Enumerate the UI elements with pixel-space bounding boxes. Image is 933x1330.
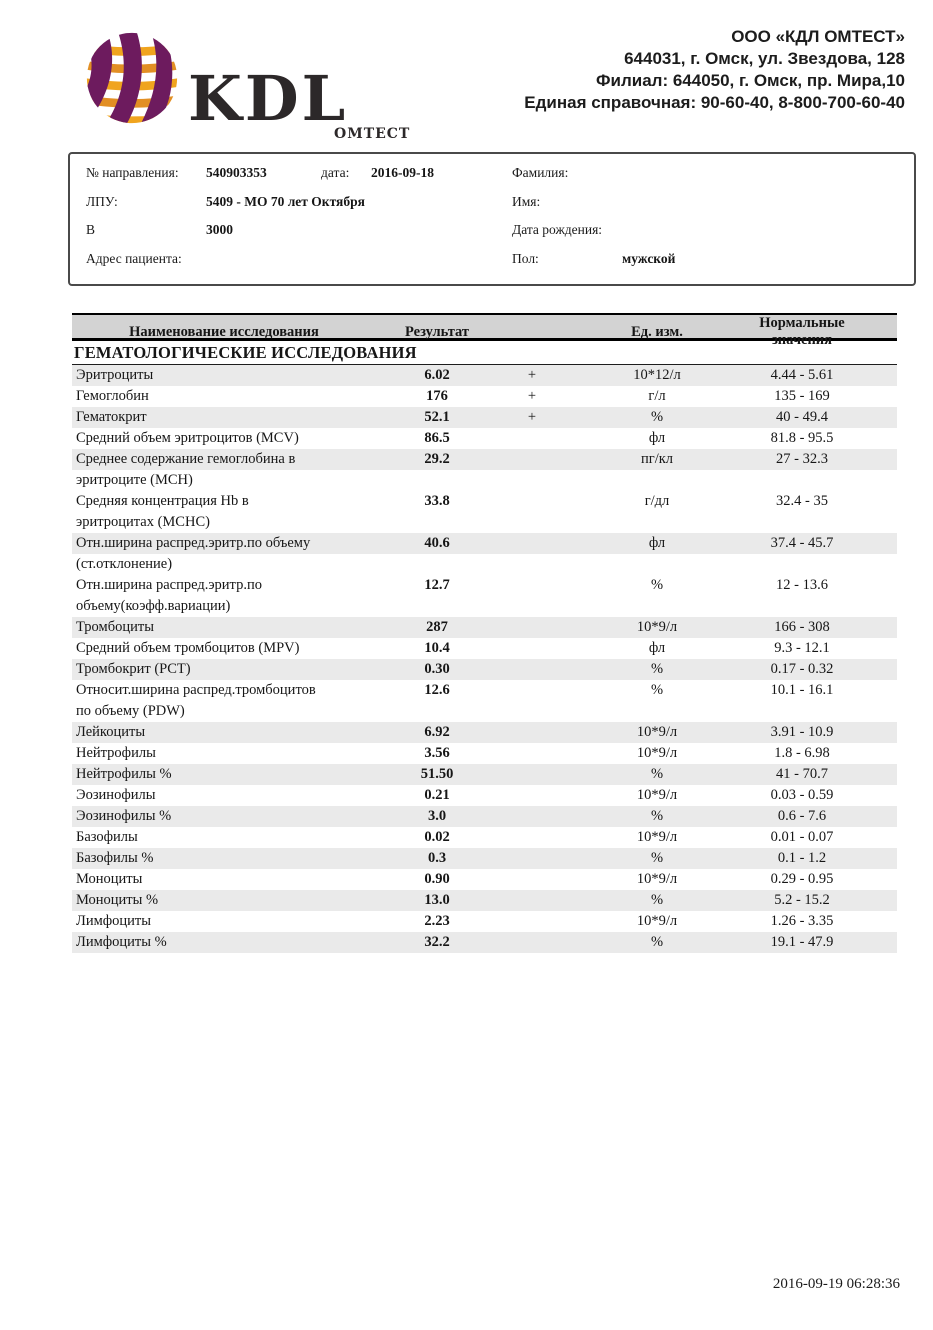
test-name: эритроците (MCH) — [76, 472, 193, 488]
test-result: 287 — [426, 619, 448, 635]
table-row — [72, 911, 897, 932]
table-row — [72, 512, 897, 533]
test-unit: 10*9/л — [636, 913, 678, 929]
test-name: Средний объем тромбоцитов (MPV) — [76, 640, 300, 656]
kdl-logo — [84, 28, 504, 142]
test-name: Лимфоциты — [76, 913, 152, 929]
test-name: Относит.ширина распред.тромбоцитов — [76, 682, 316, 698]
reference-range: 9.3 - 12.1 — [774, 640, 830, 656]
test-name: объему(коэфф.вариации) — [76, 598, 231, 614]
table-row — [72, 470, 897, 491]
test-result: 12.6 — [424, 682, 450, 698]
test-unit: % — [650, 661, 664, 677]
patient-info-box — [68, 152, 916, 286]
table-row — [72, 554, 897, 575]
firstname-label: Имя: — [512, 193, 541, 209]
test-unit: 10*9/л — [636, 829, 678, 845]
reference-range: 135 - 169 — [774, 388, 830, 404]
table-row — [72, 722, 897, 743]
reference-range: 4.44 - 5.61 — [770, 367, 834, 383]
test-result: 40.6 — [424, 535, 450, 551]
table-row — [72, 575, 897, 596]
referral-number-value: 540903353 — [206, 165, 267, 180]
surname-label: Фамилия: — [512, 165, 569, 180]
test-name: Отн.ширина распред.эритр.по объему — [76, 535, 311, 551]
address-line-1: 644031, г. Омск, ул. Звездова, 128 — [624, 49, 905, 68]
patient-address-label: Адрес пациента: — [86, 250, 182, 266]
test-result: 3.0 — [427, 808, 447, 824]
result-flag: + — [527, 367, 537, 383]
test-name: Эозинофилы % — [76, 808, 172, 824]
test-result: 32.2 — [424, 934, 450, 950]
reference-range: 19.1 - 47.9 — [770, 934, 834, 950]
test-name: Лейкоциты — [76, 724, 146, 740]
test-unit: фл — [648, 535, 666, 551]
b-value: 3000 — [206, 222, 233, 237]
test-name: Моноциты % — [76, 892, 159, 908]
test-result: 86.5 — [424, 430, 450, 446]
test-result: 0.02 — [424, 829, 450, 845]
test-result: 0.90 — [424, 871, 450, 887]
test-name: Базофилы — [76, 829, 138, 845]
reference-range: 10.1 - 16.1 — [770, 682, 834, 698]
test-name: (ст.отклонение) — [76, 556, 173, 572]
test-unit: % — [650, 850, 664, 866]
table-row — [72, 407, 897, 428]
test-name: Тромбоциты — [76, 619, 154, 635]
test-name: Лимфоциты % — [76, 934, 167, 950]
test-name: Средняя концентрация Hb в — [76, 493, 249, 509]
lpu-label: ЛПУ: — [86, 193, 118, 209]
test-name: Средний объем эритроцитов (MCV) — [76, 430, 299, 446]
test-unit: г/дл — [644, 493, 670, 509]
table-row — [72, 848, 897, 869]
hotline-line: Единая справочная: 90-60-40, 8-800-700-60-40 — [524, 93, 905, 112]
test-unit: % — [650, 808, 664, 824]
test-unit: % — [650, 682, 664, 698]
test-unit: 10*9/л — [636, 619, 678, 635]
section-title-hematology: ГЕМАТОЛОГИЧЕСКИЕ ИССЛЕДОВАНИЯ — [72, 341, 897, 365]
reference-range: 0.03 - 0.59 — [770, 787, 834, 803]
test-result: 0.3 — [427, 850, 447, 866]
company-name: ООО «КДЛ ОМТЕСТ» — [731, 27, 905, 46]
kdl-logo-text: KDL — [188, 62, 349, 135]
b-label: В — [86, 222, 96, 237]
test-name: Нейтрофилы % — [76, 766, 172, 782]
table-row — [72, 617, 897, 638]
results-table — [72, 313, 897, 953]
table-row — [72, 638, 897, 659]
kdl-logo-subtext: ОМТЕСТ — [334, 126, 411, 142]
col-header-result: Результат — [404, 323, 470, 340]
table-row — [72, 491, 897, 512]
table-row — [72, 785, 897, 806]
test-name: Среднее содержание гемоглобина в — [76, 451, 296, 467]
test-result: 12.7 — [424, 577, 450, 593]
test-unit: г/л — [648, 388, 666, 404]
table-row — [72, 533, 897, 554]
reference-range: 41 - 70.7 — [776, 766, 828, 782]
patient-info-right — [512, 165, 914, 279]
test-unit: фл — [648, 640, 666, 656]
printed-timestamp: 2016-09-19 06:28:36 — [772, 1276, 900, 1292]
test-name: Тромбокрит (PCT) — [76, 661, 191, 677]
test-result: 3.56 — [424, 745, 450, 761]
reference-range: 0.01 - 0.07 — [770, 829, 834, 845]
test-result: 6.02 — [424, 367, 450, 383]
table-row — [72, 764, 897, 785]
test-result: 6.92 — [424, 724, 450, 740]
table-row — [72, 596, 897, 617]
test-unit: пг/кл — [640, 451, 674, 467]
reference-range: 0.6 - 7.6 — [777, 808, 827, 824]
table-row — [72, 890, 897, 911]
reference-range: 1.26 - 3.35 — [770, 913, 834, 929]
date-value: 2016-09-18 — [371, 165, 434, 180]
table-row — [72, 869, 897, 890]
test-result: 29.2 — [424, 451, 450, 467]
test-result: 51.50 — [420, 766, 454, 782]
reference-range: 32.4 - 35 — [776, 493, 828, 509]
birthdate-label: Дата рождения: — [512, 222, 603, 237]
test-result: 52.1 — [424, 409, 450, 425]
table-row — [72, 701, 897, 722]
reference-range: 81.8 - 95.5 — [770, 430, 834, 446]
table-row — [72, 806, 897, 827]
col-header-reference: Нормальные значения — [759, 315, 845, 348]
test-result: 176 — [426, 388, 448, 404]
reference-range: 12 - 13.6 — [776, 577, 828, 593]
reference-range: 37.4 - 45.7 — [770, 535, 834, 551]
result-flag: + — [527, 409, 537, 425]
address-line-2: Филиал: 644050, г. Омск, пр. Мира,10 — [595, 71, 905, 90]
test-name: Эритроциты — [76, 367, 154, 383]
reference-range: 3.91 - 10.9 — [770, 724, 834, 740]
table-row — [72, 932, 897, 953]
table-row — [72, 659, 897, 680]
reference-range: 5.2 - 15.2 — [774, 892, 830, 908]
reference-range: 27 - 32.3 — [776, 451, 828, 467]
table-row — [72, 428, 897, 449]
test-name: Нейтрофилы — [76, 745, 156, 761]
test-unit: % — [650, 409, 664, 425]
reference-range: 0.29 - 0.95 — [770, 871, 834, 887]
result-flag: + — [527, 388, 537, 404]
test-unit: 10*9/л — [636, 745, 678, 761]
test-unit: 10*12/л — [633, 367, 681, 383]
test-unit: 10*9/л — [636, 787, 678, 803]
test-unit: % — [650, 892, 664, 908]
test-unit: % — [650, 577, 664, 593]
test-unit: % — [650, 766, 664, 782]
results-table-header — [72, 313, 897, 348]
reference-range: 1.8 - 6.98 — [774, 745, 830, 761]
reference-range: 40 - 49.4 — [776, 409, 828, 425]
kdl-sphere-icon — [84, 30, 180, 126]
date-label: дата: — [321, 165, 350, 180]
test-name: Моноциты — [76, 871, 143, 887]
test-result: 0.21 — [424, 787, 450, 803]
table-row — [72, 386, 897, 407]
test-name: Гематокрит — [76, 409, 147, 425]
col-header-test-name: Наименование исследования — [129, 323, 319, 340]
test-unit: % — [650, 934, 664, 950]
test-result: 10.4 — [424, 640, 450, 656]
reference-range: 0.1 - 1.2 — [777, 850, 827, 866]
referral-number-label: № направления: — [86, 165, 179, 180]
sex-label: Пол: — [512, 250, 539, 266]
col-header-unit: Ед. изм. — [631, 323, 683, 340]
test-name: по объему (PDW) — [76, 703, 185, 719]
test-name: Эозинофилы — [76, 787, 156, 803]
table-row — [72, 743, 897, 764]
patient-info-left — [86, 165, 512, 279]
table-row — [72, 449, 897, 470]
test-unit: 10*9/л — [636, 724, 678, 740]
lpu-value: 5409 - МО 70 лет Октября — [206, 193, 365, 209]
test-name: Отн.ширина распред.эритр.по — [76, 577, 262, 593]
table-row — [72, 680, 897, 701]
test-result: 13.0 — [424, 892, 450, 908]
results-rows — [72, 365, 897, 953]
reference-range: 166 - 308 — [774, 619, 830, 635]
test-name: Гемоглобин — [76, 388, 149, 404]
sex-value: мужской — [622, 250, 676, 266]
reference-range: 0.17 - 0.32 — [770, 661, 834, 677]
table-row — [72, 365, 897, 386]
test-result: 33.8 — [424, 493, 450, 509]
test-result: 0.30 — [424, 661, 450, 677]
test-name: Базофилы % — [76, 850, 154, 866]
test-result: 2.23 — [424, 913, 450, 929]
table-row — [72, 827, 897, 848]
test-unit: фл — [648, 430, 666, 446]
test-name: эритроцитах (MCHC) — [76, 514, 210, 530]
lab-address-block — [524, 26, 905, 114]
test-unit: 10*9/л — [636, 871, 678, 887]
